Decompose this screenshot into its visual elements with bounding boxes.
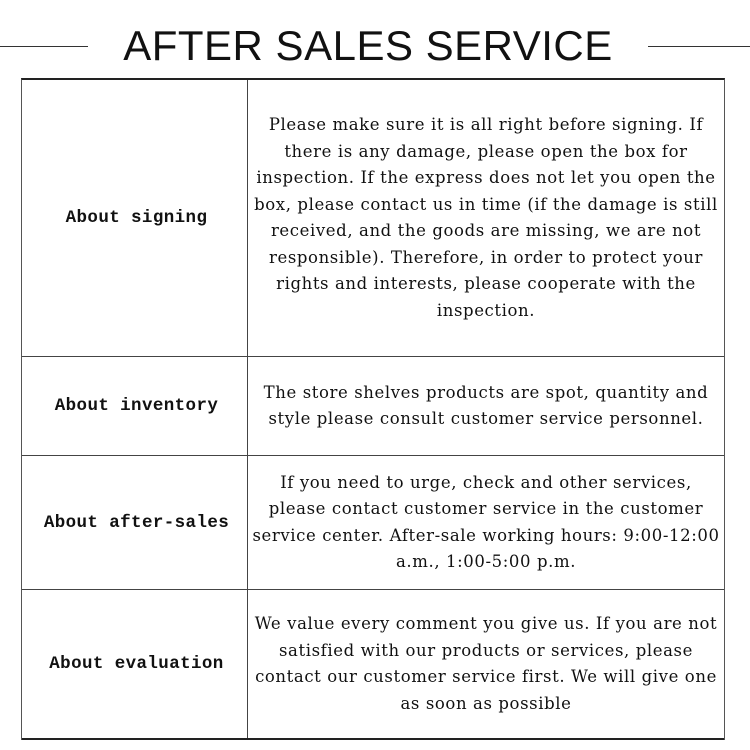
row-description: The store shelves products are spot, quantity and style please consult customer service personnel.: [263, 382, 709, 428]
table-row-evaluation: [22, 590, 724, 740]
row-description: We value every comment you give us. If you are not satisfied with our products or services, please contact our customer service first. We will give one as soon as possible: [254, 614, 718, 713]
row-label: About inventory: [22, 357, 248, 455]
header: [0, 0, 750, 80]
row-label: About after-sales: [22, 456, 248, 589]
row-description: If you need to urge, check and other services, please contact customer service in the customer service center. After-sale working hours: 9:00-12:00 a.m., 1:00-5:00 p.m.: [252, 472, 720, 571]
page-title: AFTER SALES SERVICE: [123, 22, 613, 69]
table-row-signing: [22, 80, 724, 357]
table-row-after-sales: [22, 456, 724, 590]
header-divider-right: [648, 46, 750, 47]
table-row-inventory: [22, 357, 724, 456]
after-sales-table: [21, 78, 725, 740]
row-label: About signing: [22, 80, 248, 356]
header-divider-left: [0, 46, 88, 47]
row-description: Please make sure it is all right before signing. If there is any damage, please open the box for inspection. If the express does not let you open the box, please contact us in time (if the damage is still received, and the goods are missing, we are not responsible). Therefore, in order to protect your rights and interests, please cooperate with the inspection.: [254, 115, 718, 320]
row-label: About evaluation: [22, 590, 248, 738]
